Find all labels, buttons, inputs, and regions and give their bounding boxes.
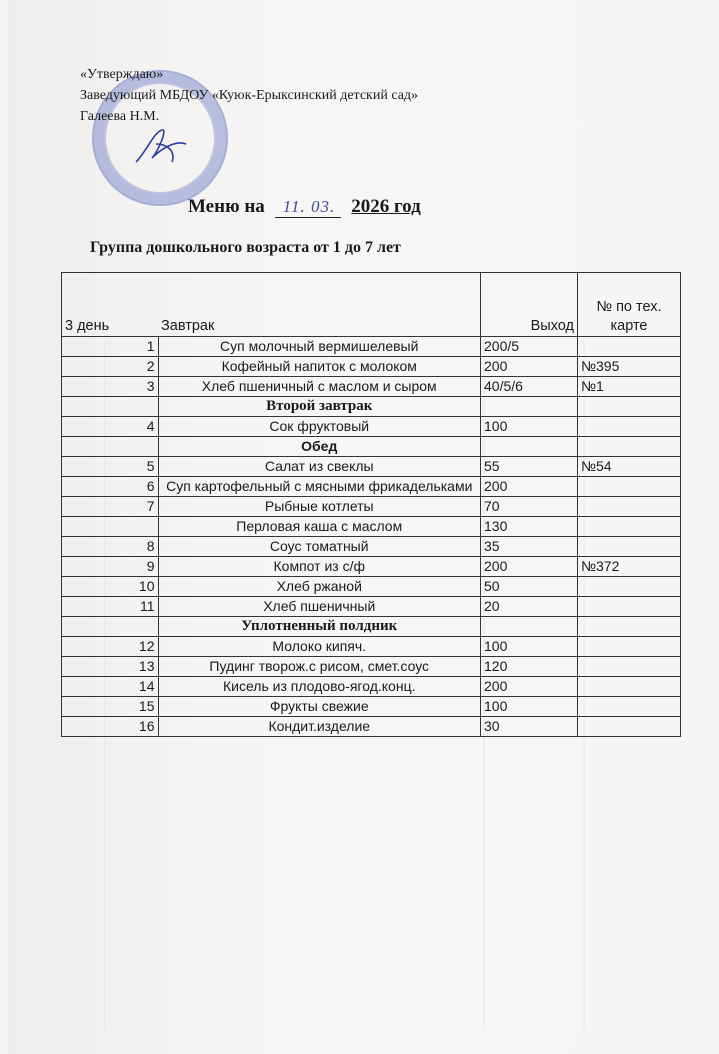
header-day: 3 день <box>62 273 159 337</box>
row-number: 9 <box>62 557 159 577</box>
dish-name: Рыбные котлеты <box>158 497 481 517</box>
bleed-through-lines <box>104 340 664 1030</box>
row-number: 13 <box>62 657 159 677</box>
row-number: 16 <box>62 717 159 737</box>
handwritten-date: 11. 03. <box>275 197 342 218</box>
table-header-row <box>62 273 681 337</box>
row-number: 8 <box>62 537 159 557</box>
header-meal: Завтрак <box>158 273 481 337</box>
row-number: 10 <box>62 577 159 597</box>
tech-card-number: №372 <box>578 557 681 577</box>
approval-line-3: Галеева Н.М. <box>80 109 160 124</box>
output-value: 200 <box>481 357 578 377</box>
row-number: 3 <box>62 377 159 397</box>
row-number: 11 <box>62 597 159 617</box>
section-title: Второй завтрак <box>158 397 481 417</box>
approval-line-1: «Утверждаю» <box>80 67 164 82</box>
row-number: 14 <box>62 677 159 697</box>
output-value: 35 <box>481 537 578 557</box>
approval-line-2: Заведующий МБДОУ «Куюк-Ерыксинский детский сад» <box>80 88 419 103</box>
row-number: 1 <box>62 337 159 357</box>
dish-name: Перловая каша с маслом <box>158 517 481 537</box>
dish-name: Хлеб пшеничный <box>158 597 481 617</box>
title-prefix: Меню на <box>188 196 265 217</box>
row-number: 5 <box>62 457 159 477</box>
output-value: 100 <box>481 417 578 437</box>
output-value: 40/5/6 <box>481 377 578 397</box>
approval-block <box>80 64 418 127</box>
dish-name: Фрукты свежие <box>158 697 481 717</box>
output-value: 200 <box>481 677 578 697</box>
dish-name: Сок фруктовый <box>158 417 481 437</box>
dish-name: Хлеб ржаной <box>158 577 481 597</box>
output-value: 120 <box>481 657 578 677</box>
header-card: № по тех. карте <box>578 273 681 337</box>
output-value: 55 <box>481 457 578 477</box>
row-number: 4 <box>62 417 159 437</box>
output-value: 200 <box>481 477 578 497</box>
output-value: 100 <box>481 637 578 657</box>
row-number: 6 <box>62 477 159 497</box>
dish-name: Кондит.изделие <box>158 717 481 737</box>
output-value: 70 <box>481 497 578 517</box>
tech-card-number: №395 <box>578 357 681 377</box>
dish-name: Кисель из плодово-ягод.конц. <box>158 677 481 697</box>
page-title <box>188 196 421 218</box>
row-number: 12 <box>62 637 159 657</box>
bleed-through <box>104 340 664 1033</box>
section-title: Уплотненный полдник <box>158 617 481 637</box>
section-title: Обед <box>158 437 481 457</box>
dish-name: Суп молочный вермишелевый <box>158 337 481 357</box>
title-year: 2026 год <box>351 196 421 217</box>
dish-name: Хлеб пшеничный с маслом и сыром <box>158 377 481 397</box>
group-title: Группа дошкольного возраста от 1 до 7 лет <box>90 239 401 256</box>
tech-card-number: №54 <box>578 457 681 477</box>
signature-icon <box>132 122 192 172</box>
dish-name: Соус томатный <box>158 537 481 557</box>
dish-name: Молоко кипяч. <box>158 637 481 657</box>
output-value: 130 <box>481 517 578 537</box>
dish-name: Пудинг творож.с рисом, смет.соус <box>158 657 481 677</box>
dish-name: Салат из свеклы <box>158 457 481 477</box>
header-output: Выход <box>481 273 578 337</box>
output-value: 20 <box>481 597 578 617</box>
tech-card-number: №1 <box>578 377 681 397</box>
output-value: 50 <box>481 577 578 597</box>
row-number: 2 <box>62 357 159 377</box>
output-value: 30 <box>481 717 578 737</box>
dish-name: Кофейный напиток с молоком <box>158 357 481 377</box>
dish-name: Суп картофельный с мясными фрикадельками <box>158 477 481 497</box>
row-number: 15 <box>62 697 159 717</box>
row-number: 7 <box>62 497 159 517</box>
output-value: 100 <box>481 697 578 717</box>
output-value: 200/5 <box>481 337 578 357</box>
output-value: 200 <box>481 557 578 577</box>
dish-name: Компот из с/ф <box>158 557 481 577</box>
